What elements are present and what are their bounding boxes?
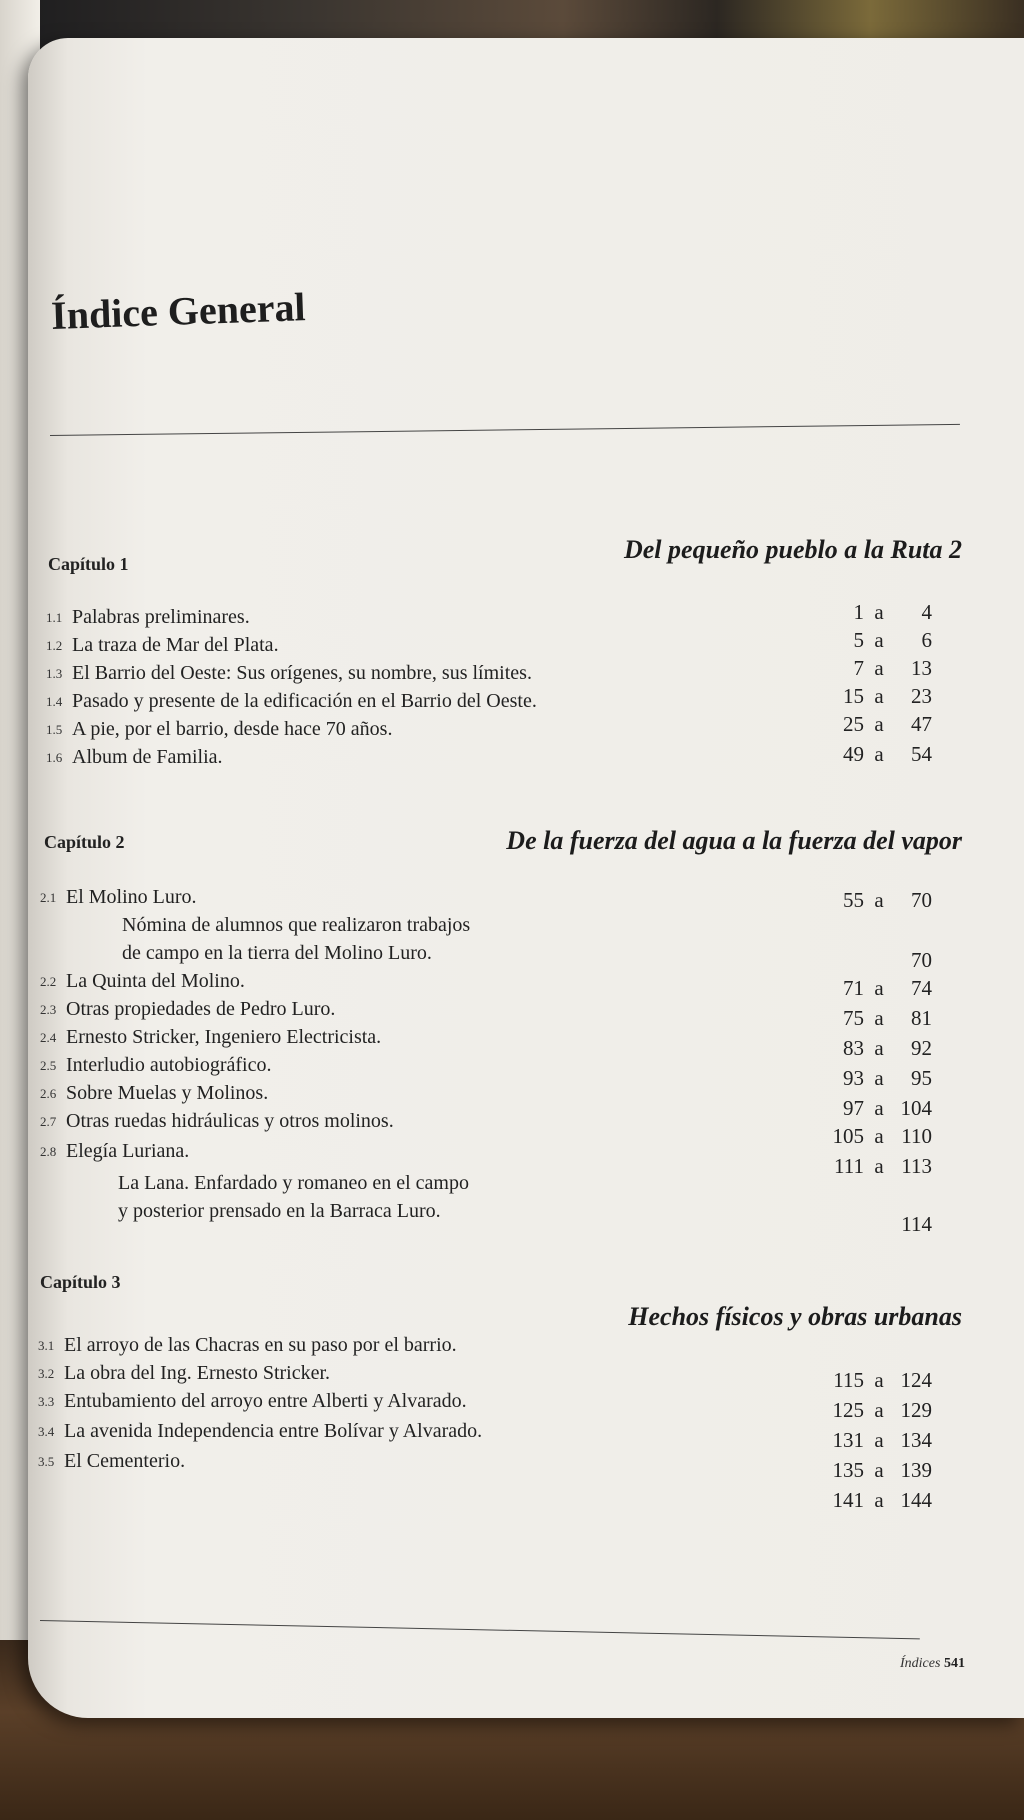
page-to: 13 (911, 656, 932, 680)
entry-title: El Molino Luro. (66, 886, 197, 908)
entry-number: 1.6 (46, 750, 63, 765)
page-from: 141 (832, 1488, 864, 1512)
page-from: 111 (834, 1154, 864, 1178)
page-from: 125 (832, 1398, 864, 1422)
page-sep: a (874, 1458, 884, 1482)
page-to: 113 (901, 1154, 932, 1178)
page-sep: a (874, 1036, 884, 1060)
page-to: 114 (901, 1212, 932, 1236)
page-from: 83 (843, 1036, 864, 1060)
page-to: 6 (921, 628, 932, 652)
page-range (772, 600, 932, 625)
page-to: 104 (900, 1096, 932, 1120)
entry-number: 2.5 (40, 1058, 57, 1073)
page-to: 124 (900, 1368, 932, 1392)
page-range (772, 1368, 932, 1393)
page-range (772, 976, 932, 1001)
page-to: 4 (921, 600, 932, 624)
page-sep: a (874, 1368, 884, 1392)
entry-title: Ernesto Stricker, Ingeniero Electricista. (66, 1026, 382, 1048)
entry-title: La avenida Independencia entre Bolívar y Alvarado. (64, 1420, 483, 1442)
page-sep: a (874, 976, 884, 1000)
entry-number: 1.2 (46, 638, 63, 653)
entry-number: 2.6 (40, 1086, 57, 1101)
page-number: 541 (944, 1656, 965, 1671)
page-from: 1 (853, 600, 864, 624)
page-sep: a (874, 888, 884, 912)
page-from: 71 (843, 976, 864, 1000)
entry-title: Elegía Luriana. (66, 1140, 190, 1162)
page-sep: a (874, 1124, 884, 1148)
page-range (772, 888, 932, 913)
page-from: 25 (843, 712, 864, 736)
page-to: 47 (911, 712, 932, 736)
entry-title: Palabras preliminares. (72, 606, 250, 628)
page-to: 139 (900, 1458, 932, 1482)
page-to: 70 (911, 888, 932, 912)
chapter-label: Capítulo 3 (40, 1272, 121, 1292)
page-to: 129 (900, 1398, 932, 1422)
page-sep: a (874, 1006, 884, 1030)
entry-title: La Quinta del Molino. (66, 970, 245, 992)
entry-note-line: y posterior prensado en la Barraca Luro. (118, 1200, 441, 1222)
entry-number: 2.2 (40, 974, 57, 989)
chapter-title: Hechos físicos y obras urbanas (628, 1302, 962, 1331)
entry-title: Sobre Muelas y Molinos. (66, 1082, 269, 1104)
entry-title: El Cementerio. (64, 1450, 186, 1472)
page-range (772, 742, 932, 767)
entry-number: 2.8 (40, 1144, 57, 1159)
page-from: 131 (832, 1428, 864, 1452)
entry-number: 2.1 (40, 890, 57, 905)
page-sep: a (874, 1066, 884, 1090)
entry-title: El Barrio del Oeste: Sus orígenes, su nombre, sus límites. (72, 662, 532, 684)
page-sep: a (874, 1154, 884, 1178)
page-to: 144 (900, 1488, 932, 1512)
page-sep: a (874, 712, 884, 736)
entry-number: 3.5 (38, 1454, 55, 1469)
page-range (772, 684, 932, 709)
entry-title: La traza de Mar del Plata. (72, 634, 279, 656)
entry-number: 2.7 (40, 1114, 57, 1129)
page-range (772, 1124, 932, 1149)
entry-note-line: de campo en la tierra del Molino Luro. (122, 942, 432, 964)
page-sep: a (874, 656, 884, 680)
page-from: 93 (843, 1066, 864, 1090)
entry-number: 2.3 (40, 1002, 57, 1017)
page-range (772, 1066, 932, 1091)
entry-note-line: La Lana. Enfardado y romaneo en el campo (118, 1172, 469, 1194)
page-sep: a (874, 742, 884, 766)
page-from: 75 (843, 1006, 864, 1030)
page-from: 97 (843, 1096, 864, 1120)
page-to: 54 (911, 742, 932, 766)
page-from: 115 (833, 1368, 864, 1392)
page-to: 92 (911, 1036, 932, 1060)
chapter-label: Capítulo 1 (48, 554, 129, 574)
entry-title: Pasado y presente de la edificación en el Barrio del Oeste. (72, 690, 537, 712)
entry-title: Entubamiento del arroyo entre Alberti y Alvarado. (64, 1390, 467, 1412)
chapter-label: Capítulo 2 (44, 832, 125, 852)
page-sep: a (874, 1428, 884, 1452)
entry-number: 3.4 (38, 1424, 55, 1439)
entry-title: Album de Familia. (72, 746, 223, 768)
entry-number: 3.3 (38, 1394, 55, 1409)
page-sep: a (874, 1398, 884, 1422)
page-sep: a (874, 1096, 884, 1120)
page-sep: a (874, 1488, 884, 1512)
page-range (772, 1096, 932, 1121)
page-sep: a (874, 684, 884, 708)
page-from: 55 (843, 888, 864, 912)
page-to: 134 (900, 1428, 932, 1452)
page-single (772, 948, 932, 973)
page-to: 70 (911, 948, 932, 972)
page-to: 95 (911, 1066, 932, 1090)
chapter-title: Del pequeño pueblo a la Ruta 2 (623, 535, 962, 564)
entry-number: 1.5 (46, 722, 63, 737)
page-to: 81 (911, 1006, 932, 1030)
entry-title: Otras propiedades de Pedro Luro. (66, 998, 336, 1020)
page-range (772, 1398, 932, 1423)
page-single (772, 1212, 932, 1237)
page-from: 7 (853, 656, 864, 680)
page-range (772, 1458, 932, 1483)
entry-title: A pie, por el barrio, desde hace 70 años. (72, 718, 393, 740)
page-title: Índice General (50, 284, 307, 339)
footer-section-label: Índices (900, 1656, 941, 1671)
page-sep: a (874, 628, 884, 652)
page-range (772, 1488, 932, 1513)
entry-number: 3.1 (38, 1338, 55, 1353)
entry-title: Otras ruedas hidráulicas y otros molinos. (66, 1110, 394, 1132)
page-range (772, 1036, 932, 1061)
page-to: 74 (911, 976, 932, 1000)
page-to: 23 (911, 684, 932, 708)
page-from: 5 (853, 628, 864, 652)
page-from: 49 (843, 742, 864, 766)
page-from: 105 (832, 1124, 864, 1148)
page-range (772, 656, 932, 681)
entry-title: La obra del Ing. Ernesto Stricker. (64, 1362, 331, 1384)
page-to: 110 (901, 1124, 932, 1148)
page-sep: a (874, 600, 884, 624)
page-range (772, 1154, 932, 1179)
entry-number: 2.4 (40, 1030, 57, 1045)
entry-title: Interludio autobiográfico. (66, 1054, 272, 1076)
entry-title: El arroyo de las Chacras en su paso por el barrio. (64, 1334, 457, 1356)
entry-number: 1.1 (46, 610, 63, 625)
page-from: 15 (843, 684, 864, 708)
page-range (772, 712, 932, 737)
chapter-title: De la fuerza del agua a la fuerza del vapor (506, 826, 962, 855)
entry-number: 3.2 (38, 1366, 55, 1381)
page-range (772, 1428, 932, 1453)
page-range (772, 1006, 932, 1031)
page-from: 135 (832, 1458, 864, 1482)
entry-number: 1.4 (46, 694, 63, 709)
page-range (772, 628, 932, 653)
entry-number: 1.3 (46, 666, 63, 681)
entry-note-line: Nómina de alumnos que realizaron trabajos (122, 914, 471, 936)
